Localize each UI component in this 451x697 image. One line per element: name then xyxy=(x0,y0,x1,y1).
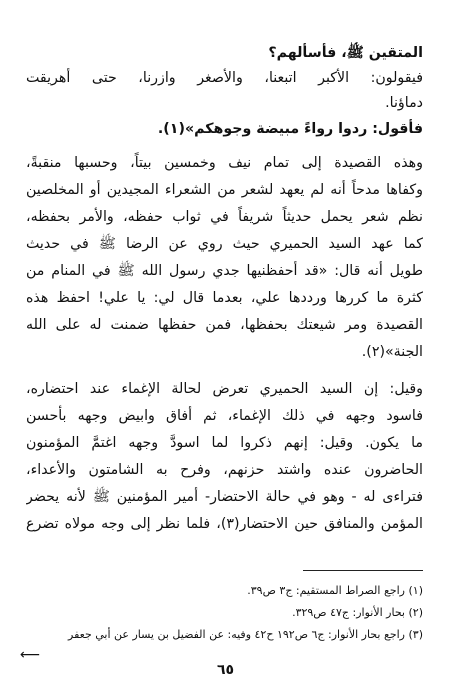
text-line: دماؤنا. xyxy=(385,95,423,111)
text-line: كثرة ما كررها ورددها علي، بعدما قال لي: يا علي! احفظ هذه xyxy=(26,290,423,306)
footnote: (١) راجع الصراط المستقيم: ج٣ ص٣٩. xyxy=(247,584,423,597)
text-line: فتراءى له - وهو في حالة الاحتضار- أمير المؤمنين ﷺ لأنه يحضر xyxy=(26,489,423,505)
text-line: وهذه القصيدة إلى تمام نيف وخمسين بيتاً، وحسبها منقبةً، xyxy=(26,155,423,171)
text-line: فيقولون: الأكبر اتبعنا، والأصغر وازرنا، حتى أهريقت xyxy=(26,70,423,86)
text-line: الجنة»(٢). xyxy=(361,344,423,360)
footnote: (٣) راجع بحار الأنوار: ج٦ ص١٩٢ ح٤٢ وفيه: عن الفضيل بن يسار عن أبي جعفر xyxy=(68,628,423,641)
text-line: ما يكون. وقيل: إنهم ذكروا لما اسودَّ وجهه اغتمَّ المؤمنون xyxy=(26,435,423,451)
text-line: وكفاها مدحاً أنه لم يعهد لشعر من الشعراء المجيدين أو المخلصين xyxy=(26,182,423,198)
footnote-divider xyxy=(303,570,423,571)
text-line: وقيل: إن السيد الحميري تعرض لحالة الإغماء عند احتضاره، xyxy=(26,381,423,397)
text-line: طويل أنه قال: «قد أحفظنيها جدي رسول الله ﷺ في المنام من xyxy=(26,263,423,279)
continuation-arrow-icon: ⟵ xyxy=(20,647,41,663)
text-line: المتقين ﷺ، فأسألهم؟ xyxy=(268,45,423,61)
text-line: فأقول: ردوا رواءً مبيضة وجوهكم»(١). xyxy=(157,121,423,137)
text-line: كما عهد السيد الحميري حيث روي عن الرضا ﷺ في حديث xyxy=(26,236,423,252)
text-line: القصيدة ومر شيعتك بحفظها، فمن حفظها ضمنت له على الله xyxy=(26,317,423,333)
text-line: الحاضرون عنده واشتد حزنهم، وفرح به الشامتون والأعداء، xyxy=(26,462,423,478)
page-number: ٦٥ xyxy=(216,662,235,678)
text-line: نظم شعر يحمل حديثاً شريفاً في ثواب حفظه، والأمر بحفظه، xyxy=(26,209,423,225)
text-line: المؤمن والمنافق حين الاحتضار(٣)، فلما نظر إلى وجه مولاه تضرع xyxy=(26,516,423,532)
footnote: (٢) بحار الأنوار: ج٤٧ ص٣٢٩. xyxy=(292,606,423,619)
text-line: فاسود وجهه في ذلك الإغماء، ثم أفاق وابيض وجهه بأحسن xyxy=(26,408,423,424)
